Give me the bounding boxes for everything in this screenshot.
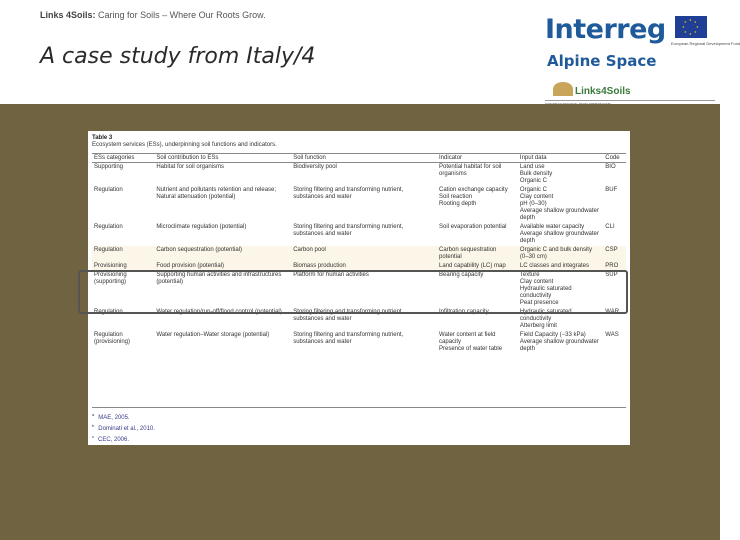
table-row [92,246,626,262]
table-cell-ind: Carbon sequestration potential [439,247,497,260]
table-cell-input: LC classes and integrates [519,263,589,269]
header-input-data: Input data [518,154,603,163]
table-cell-cat: Provisioning [94,263,127,269]
footnote: $^a$MAE, 2005. [92,412,130,421]
table-cell-contrib: Supporting human activities and infrastructures (potential) [156,272,282,285]
table-cell-contrib: Water regulation/run-off/flood control (potential) [156,309,282,315]
table-cell-func: Biomass production [293,263,346,269]
table-cell-ind: Water content at field capacity Presence of water table [439,332,503,352]
table-cell-ind: Infiltration capacity [439,309,489,315]
brand-tagline: Caring for Soils – Where Our Roots Grow. [98,10,266,20]
table-caption: Ecosystem services (ESs), underpinning soil functions and indicators. [92,142,277,148]
footnote: $^b$Dominati et al., 2010. [92,423,155,432]
table-cell-code: CLI [605,224,615,230]
links4soils-logo: Links4Soils [575,86,631,97]
table-cell-code: WAS [605,332,619,338]
table-label: Table 3 [92,135,113,141]
table-cell-contrib: Habitat for soil organisms [156,164,225,170]
alpine-space-logo: Alpine Space [547,52,657,70]
table-row [92,223,626,246]
table-cell-func: Carbon pool [293,247,326,253]
header-code: Code [603,154,626,163]
table-cell-code: BUF [605,187,618,193]
table-cell-input: Field Capacity (−33 kPa) Average shallow groundwater depth [519,332,599,352]
header-indicator: Indicator [437,154,518,163]
table-cell-code: CSP [605,247,618,253]
table-cell-contrib: Carbon sequestration (potential) [156,247,243,253]
table-row [92,331,626,354]
table-cell-input: Organic C Clay content pH (0–30) Average shallow groundwater depth [519,187,599,221]
header-soil-contribution: Soil contribution to ESs [154,154,291,163]
footnote: $^c$CEC, 2006. [92,434,130,443]
table-cell-func: Storing filtering and transforming nutrient, substances and water [293,224,404,237]
table-cell-input: Organic C and bulk density (0–30 cm) [519,247,592,260]
table-cell-func: Biodiversity pool [293,164,337,170]
table-cell-ind: Potential habitat for soil organisms [439,164,502,177]
table-header-row [92,154,626,163]
table-cell-func: Storing filtering and transforming nutrient, substances and water [293,332,404,345]
header-es-categories: ESs categories [92,154,154,163]
table-cell-contrib: Water regulation–Water storage (potential) [156,332,270,338]
table-cell-func: Platform for human activities [293,272,369,278]
table-cell-input: Available water capacity Average shallow groundwater depth [519,224,599,244]
table-cell-cat: Regulation [94,309,123,315]
table-footnotes [92,407,626,444]
ecosystem-services-table [92,153,626,354]
table-cell-cat: Provisioning (supporting) [94,272,127,285]
table-cell-input: Land use Bulk density Organic C [519,164,553,184]
table-cell-ind: Soil evaporation potential [439,224,507,230]
logo-block [545,12,740,102]
header-soil-function: Soil function [291,154,437,163]
table-cell-func: Storing filtering and transforming nutrient, substances and water [293,187,404,200]
table-cell-input: Hydraulic saturated conductivity Atterberg limit [519,309,572,329]
interreg-logo: Interreg [545,14,666,45]
table-row [92,163,626,187]
table-cell-code: WAR [605,309,620,315]
header-strip [40,10,266,20]
table-cell-cat: Regulation [94,224,123,230]
page-title: A case study from Italy/4 [40,44,316,69]
eu-caption: European Regional Development Fund [671,41,740,46]
links4soils-mark-icon [553,82,573,96]
table-cell-ind: Land capability (LC) map [439,263,506,269]
table-cell-contrib: Microclimate regulation (potential) [156,224,247,230]
table-cell-func: Storing filtering and transforming nutrient, substances and water [293,309,404,322]
table-cell-code: BIO [605,164,616,170]
table-cell-cat: Regulation [94,187,123,193]
table-cell-cat: Regulation (provisioning) [94,332,131,345]
table-cell-code: SUP [605,272,618,278]
table-cell-input: Texture Clay content Hydraulic saturated conductivity Peat presence [519,272,572,306]
table-cell-code: PRO [605,263,619,269]
table-cell-ind: Bearing capacity [439,272,484,278]
highlight-box [78,270,628,314]
table-cell-ind: Cation exchange capacity Soil reaction Rooting depth [439,187,508,207]
table-cell-cat: Regulation [94,247,123,253]
table-cell-contrib: Food provision (potential) [156,263,225,269]
table-row [92,186,626,223]
eu-flag-icon: ★ ★ ★ ★ ★ ★ ★ ★ [675,16,707,38]
table-cell-contrib: Nutrient and pollutants retention and release; Natural attenuation (potential) [156,187,277,200]
table-cell-cat: Supporting [94,164,124,170]
brand-label: Links 4Soils: [40,10,96,20]
